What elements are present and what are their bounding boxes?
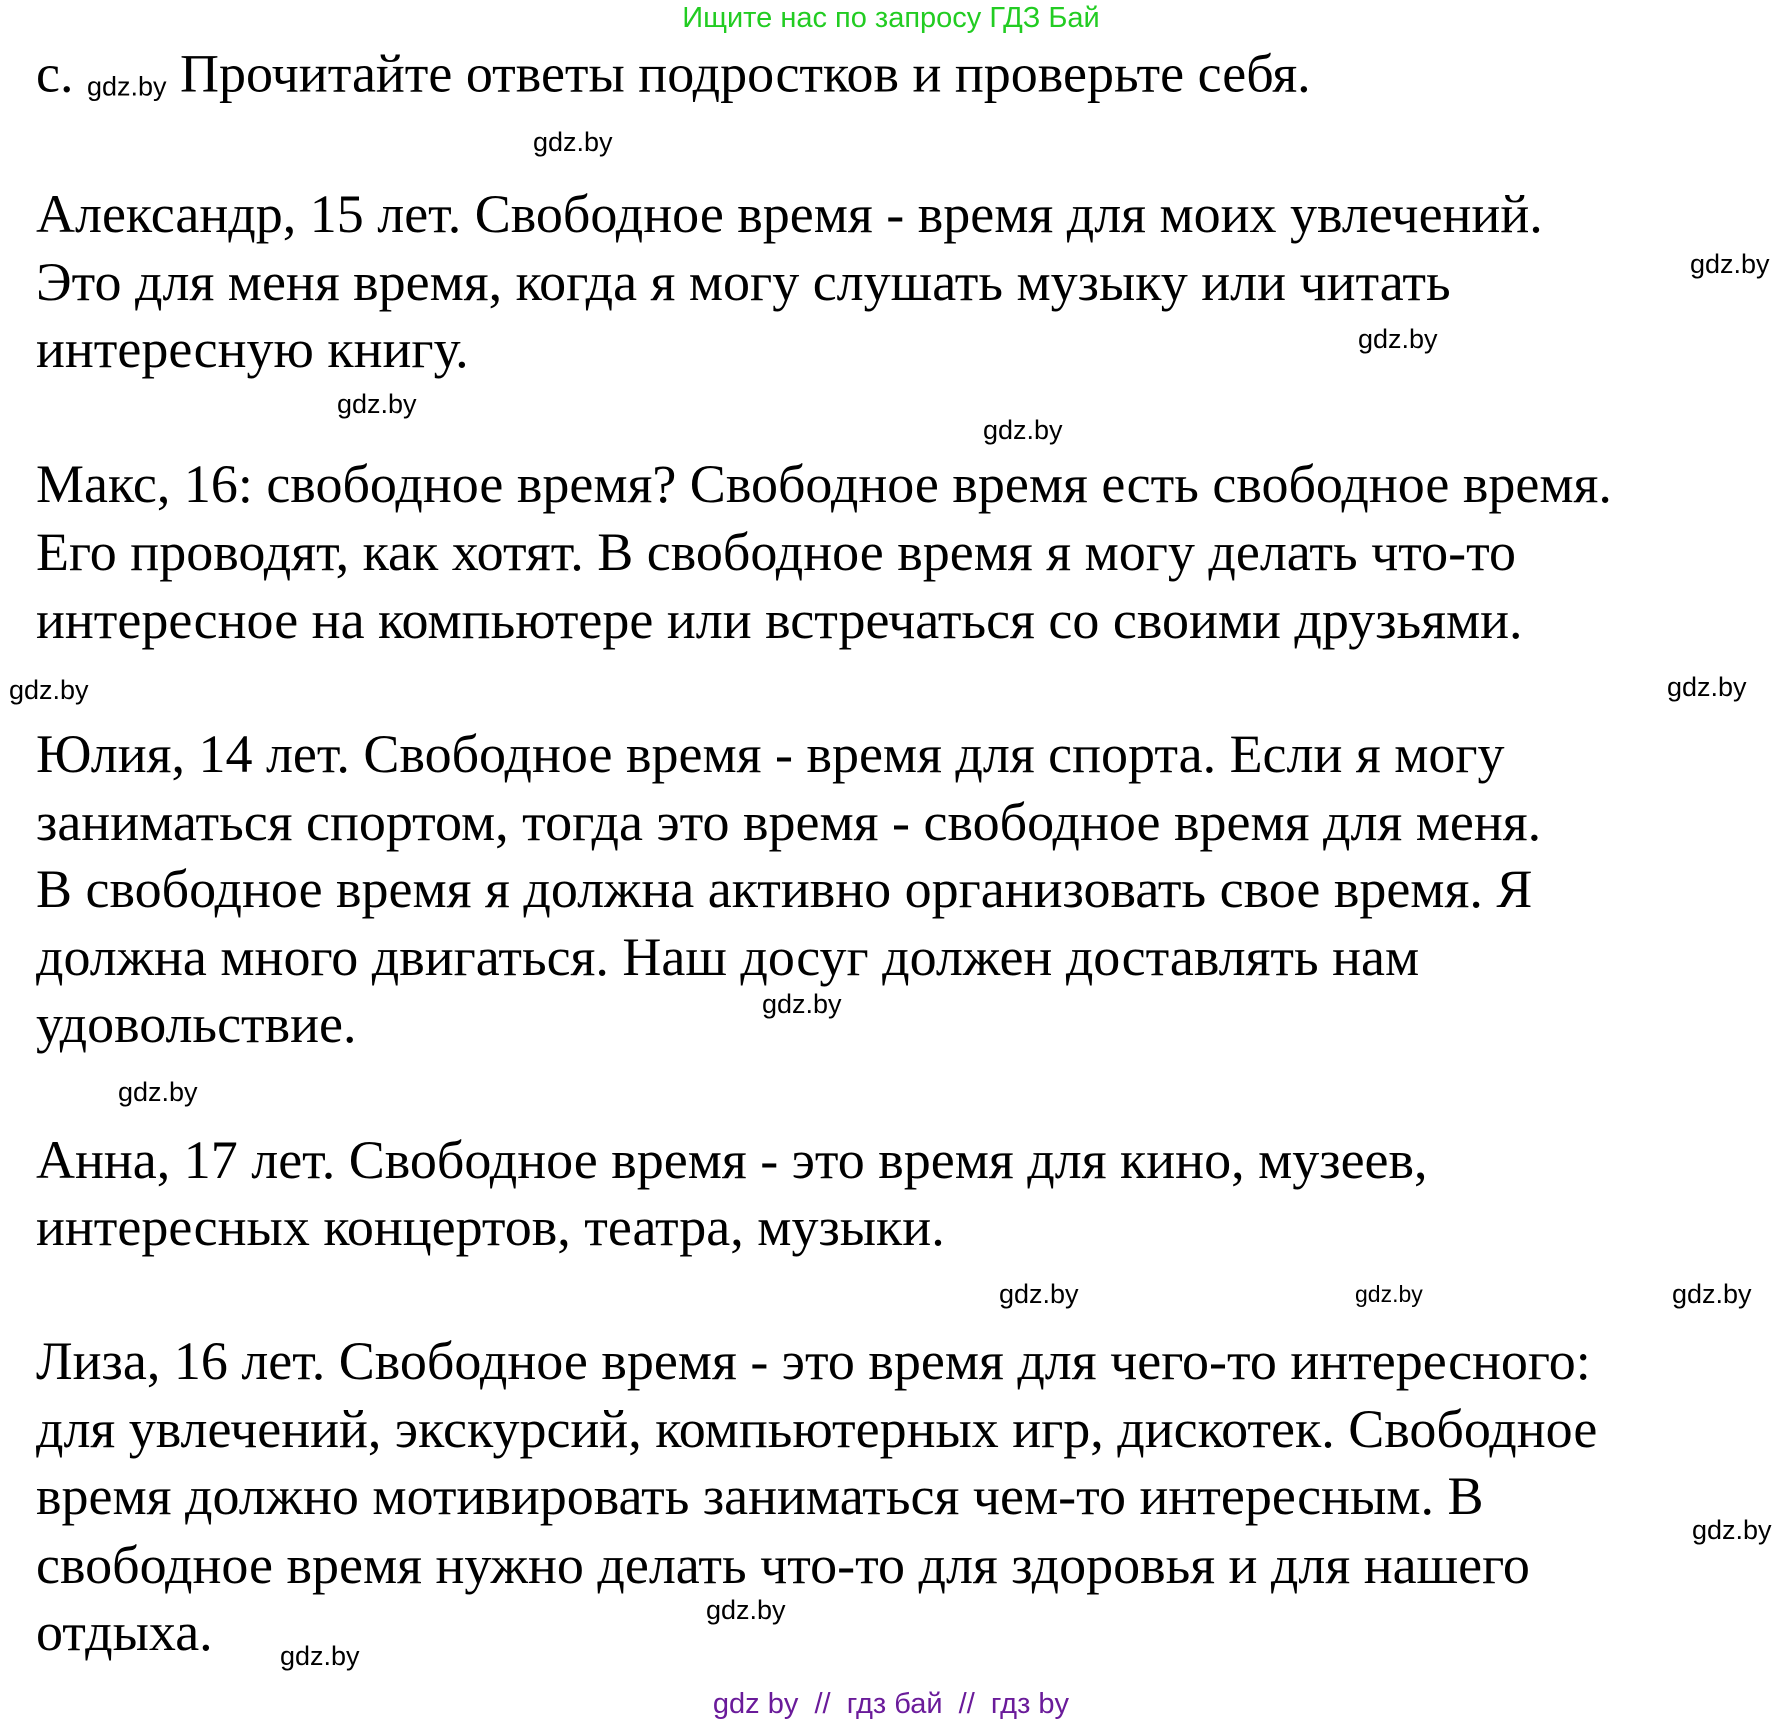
answer-line: Макс, 16: свободное время? Свободное время есть свободное время. bbox=[36, 454, 1612, 514]
watermark: gdz.by bbox=[118, 1077, 198, 1107]
task-label: c. bbox=[36, 43, 74, 104]
answer-line: время должно мотивировать заниматься чем-то интересным. В bbox=[36, 1466, 1484, 1526]
answer-line: интересных концертов, театра, музыки. bbox=[36, 1197, 945, 1257]
answer-line: интересную книгу. bbox=[36, 319, 469, 379]
watermark: gdz.by bbox=[706, 1595, 786, 1625]
watermark: gdz.by bbox=[9, 675, 89, 705]
footer-links: gdz by // гдз бай // гдз by bbox=[712, 1688, 1070, 1720]
watermark: gdz.by bbox=[280, 1641, 360, 1671]
watermark: gdz.by bbox=[1358, 324, 1438, 354]
answer-line: для увлечений, экскурсий, компьютерных игр, дискотек. Свободное bbox=[36, 1399, 1598, 1459]
watermark: gdz.by bbox=[1690, 249, 1770, 279]
watermark: gdz.by bbox=[337, 389, 417, 419]
answer-line: Его проводят, как хотят. В свободное время я могу делать что-то bbox=[36, 522, 1516, 582]
task-text: Прочитайте ответы подростков и проверьте себя. bbox=[180, 43, 1311, 104]
answer-line: отдыха. bbox=[36, 1602, 213, 1662]
answer-line: Юлия, 14 лет. Свободное время - время для спорта. Если я могу bbox=[36, 724, 1505, 784]
watermark: gdz.by bbox=[1672, 1279, 1752, 1309]
watermark: gdz.by bbox=[983, 415, 1063, 445]
answer-line: В свободное время я должна активно организовать свое время. Я bbox=[36, 859, 1533, 919]
answer-line: должна много двигаться. Наш досуг должен доставлять нам bbox=[36, 927, 1420, 987]
watermark: gdz.by bbox=[1667, 672, 1747, 702]
answer-line: удовольствие. bbox=[36, 994, 357, 1054]
answer-line: Лиза, 16 лет. Свободное время - это время для чего-то интересного: bbox=[36, 1331, 1591, 1391]
task-heading bbox=[36, 43, 1311, 114]
answer-line: Александр, 15 лет. Свободное время - время для моих увлечений. bbox=[36, 184, 1543, 244]
answer-line: свободное время нужно делать что-то для здоровья и для нашего bbox=[36, 1535, 1530, 1595]
watermark: gdz.by bbox=[1355, 1281, 1423, 1307]
watermark: gdz.by bbox=[762, 989, 842, 1019]
answer-line: Это для меня время, когда я могу слушать музыку или читать bbox=[36, 252, 1451, 312]
watermark: gdz.by bbox=[533, 127, 613, 157]
answer-line: Анна, 17 лет. Свободное время - это время для кино, музеев, bbox=[36, 1130, 1428, 1190]
watermark: gdz.by bbox=[1692, 1515, 1772, 1545]
search-banner: Ищите нас по запросу ГДЗ Бай bbox=[682, 2, 1100, 34]
watermark: gdz.by bbox=[999, 1279, 1079, 1309]
watermark: gdz.by bbox=[86, 71, 167, 102]
answer-line: заниматься спортом, тогда это время - свободное время для меня. bbox=[36, 792, 1542, 852]
answer-line: интересное на компьютере или встречаться со своими друзьями. bbox=[36, 590, 1523, 650]
